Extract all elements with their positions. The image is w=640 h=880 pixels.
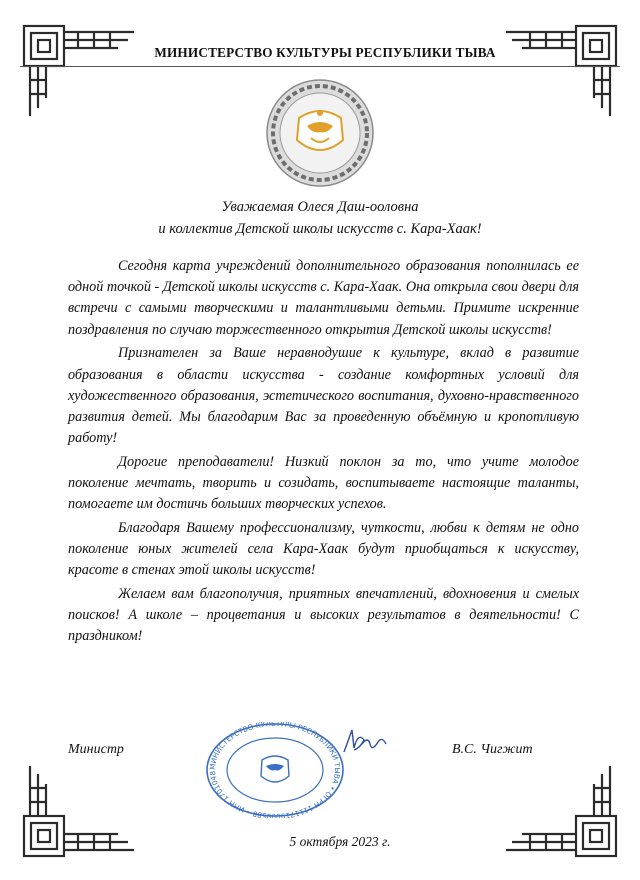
ornament-top-left xyxy=(18,20,138,120)
handwritten-signature xyxy=(340,722,390,767)
signatory-name: В.С. Чигжит xyxy=(452,742,533,757)
stamp-ring-text: МИНИСТЕРСТВО КУЛЬТУРЫ РЕСПУБЛИКИ ТЫВА • ОГРН 1111719000588 • ИНН 1701048 xyxy=(207,722,343,818)
greeting-line-2: и коллектив Детской школы искусств с. Кара-Хаак! xyxy=(158,221,482,237)
paragraph: Сегодня карта учреждений дополнительного образования пополнилась ее одной точкой - Детской школы искусств с. Кара-Хаак. Она открыла свои двери для встречи с самыми творческими и талантливыми детьми. Примите искренние поздравления по случаю торжественного открытия Детской школы искусств! xyxy=(68,258,579,338)
paragraph: Признателен за Ваше неравнодушие к культуре, вклад в развитие образования в области искусства - создание комфортных условий для художественного образования, эстетического воспитания, духовно-нравственного развития детей. Мы благодарим Вас за проведенную объёмную и кропотливую работу! xyxy=(68,345,579,447)
header-divider xyxy=(20,66,620,67)
official-stamp xyxy=(200,722,350,823)
paragraph: Благодаря Вашему профессионализму, чуткости, любви к детям не одно поколение юных жителей села Кара-Хаак будут приобщаться к искусству, красоте в стенах этой школы искусств! xyxy=(68,519,579,579)
ministry-title: МИНИСТЕРСТВО КУЛЬТУРЫ РЕСПУБЛИКИ ТЫВА xyxy=(154,45,496,60)
ornament-top-right xyxy=(502,20,622,120)
ornament-bottom-right xyxy=(502,762,622,862)
signatory-title: Министр xyxy=(68,742,124,757)
paragraph: Дорогие преподаватели! Низкий поклон за то, что учите молодое поколение мечтать, творить и созидать, воспитываете настоящие таланты, помогаете им достичь больших творческих успехов. xyxy=(68,453,579,513)
ornament-bottom-left xyxy=(18,762,138,862)
emblem-icon xyxy=(245,78,395,193)
greeting xyxy=(60,196,580,240)
letter-body xyxy=(68,256,579,650)
paragraph: Желаем вам благополучия, приятных впечатлений, вдохновения и смелых поисков! А школе – процветания и высоких результатов в деятельности! С праздником! xyxy=(68,586,579,645)
letter-date: 5 октября 2023 г. xyxy=(289,834,391,849)
greeting-line-1: Уважаемая Олеся Даш-ооловна xyxy=(221,199,419,215)
